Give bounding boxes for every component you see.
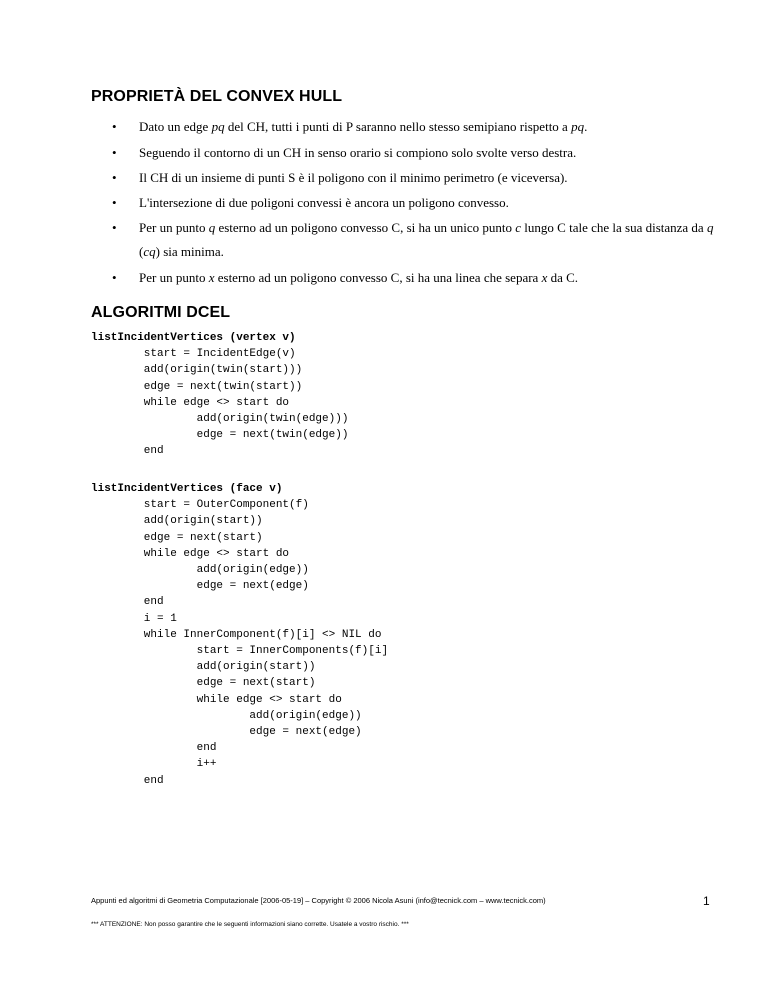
code-body: start = OuterComponent(f) add(origin(start)) edge = next(start) while edge <> start do add(origin(edge)) edge = next(edge) end i = 1 while InnerComponent(f)[i] <> NIL do start = InnerComponents(f)[i] add(origin(start)) edge = next(start) while edge <> start do add(origin(edge)) edge = next(edge) end i++ end [143,499,389,787]
bullet-symbol: • [112,145,117,160]
bullet-symbol: • [112,119,117,134]
bullet-text: Seguendo il contorno di un CH in senso orario si compiono solo svolte verso destra. [139,145,577,160]
bullet-text: L'intersezione di due poligoni convessi è ancora un poligono convesso. [139,195,509,210]
code-block-face [91,481,388,789]
page-number: 1 [703,894,710,908]
bullet-text: Per un punto q esterno ad un poligono convesso C, si ha un unico punto c lungo C tale che la sua distanza da q [139,220,714,235]
footer-copyright: Appunti ed algoritmi di Geometria Computazionale [2006-05-19] – Copyright © 2006 Nicola Asuni (info@tecnick.com – www.tecnick.com) [91,896,546,905]
bullet-text-continuation: (cq) sia minima. [139,244,224,259]
code-block-vertex [91,330,348,460]
code-body: start = IncidentEdge(v) add(origin(twin(start))) edge = next(twin(start)) while edge <> start do add(origin(twin(edge))) edge = next(twin(edge)) end [143,348,349,458]
function-signature: listIncidentVertices (face v) [91,483,283,495]
footer-disclaimer: *** ATTENZIONE: Non posso garantire che le seguenti informazioni siano corrette. Usatele a vostro rischio. *** [91,921,409,928]
bullet-symbol: • [112,220,117,235]
bullet-text: Il CH di un insieme di punti S è il poligono con il minimo perimetro (e viceversa). [139,170,568,185]
bullet-text: Dato un edge pq del CH, tutti i punti di P saranno nello stesso semipiano rispetto a pq. [139,119,588,134]
function-signature: listIncidentVertices (vertex v) [91,332,296,344]
section-title-convex-hull: PROPRIETÀ DEL CONVEX HULL [91,88,343,105]
bullet-symbol: • [112,195,117,210]
section-title-dcel: ALGORITMI DCEL [91,304,231,321]
bullet-text: Per un punto x esterno ad un poligono convesso C, si ha una linea che separa x da C. [139,270,579,285]
bullet-symbol: • [112,270,117,285]
bullet-symbol: • [112,170,117,185]
